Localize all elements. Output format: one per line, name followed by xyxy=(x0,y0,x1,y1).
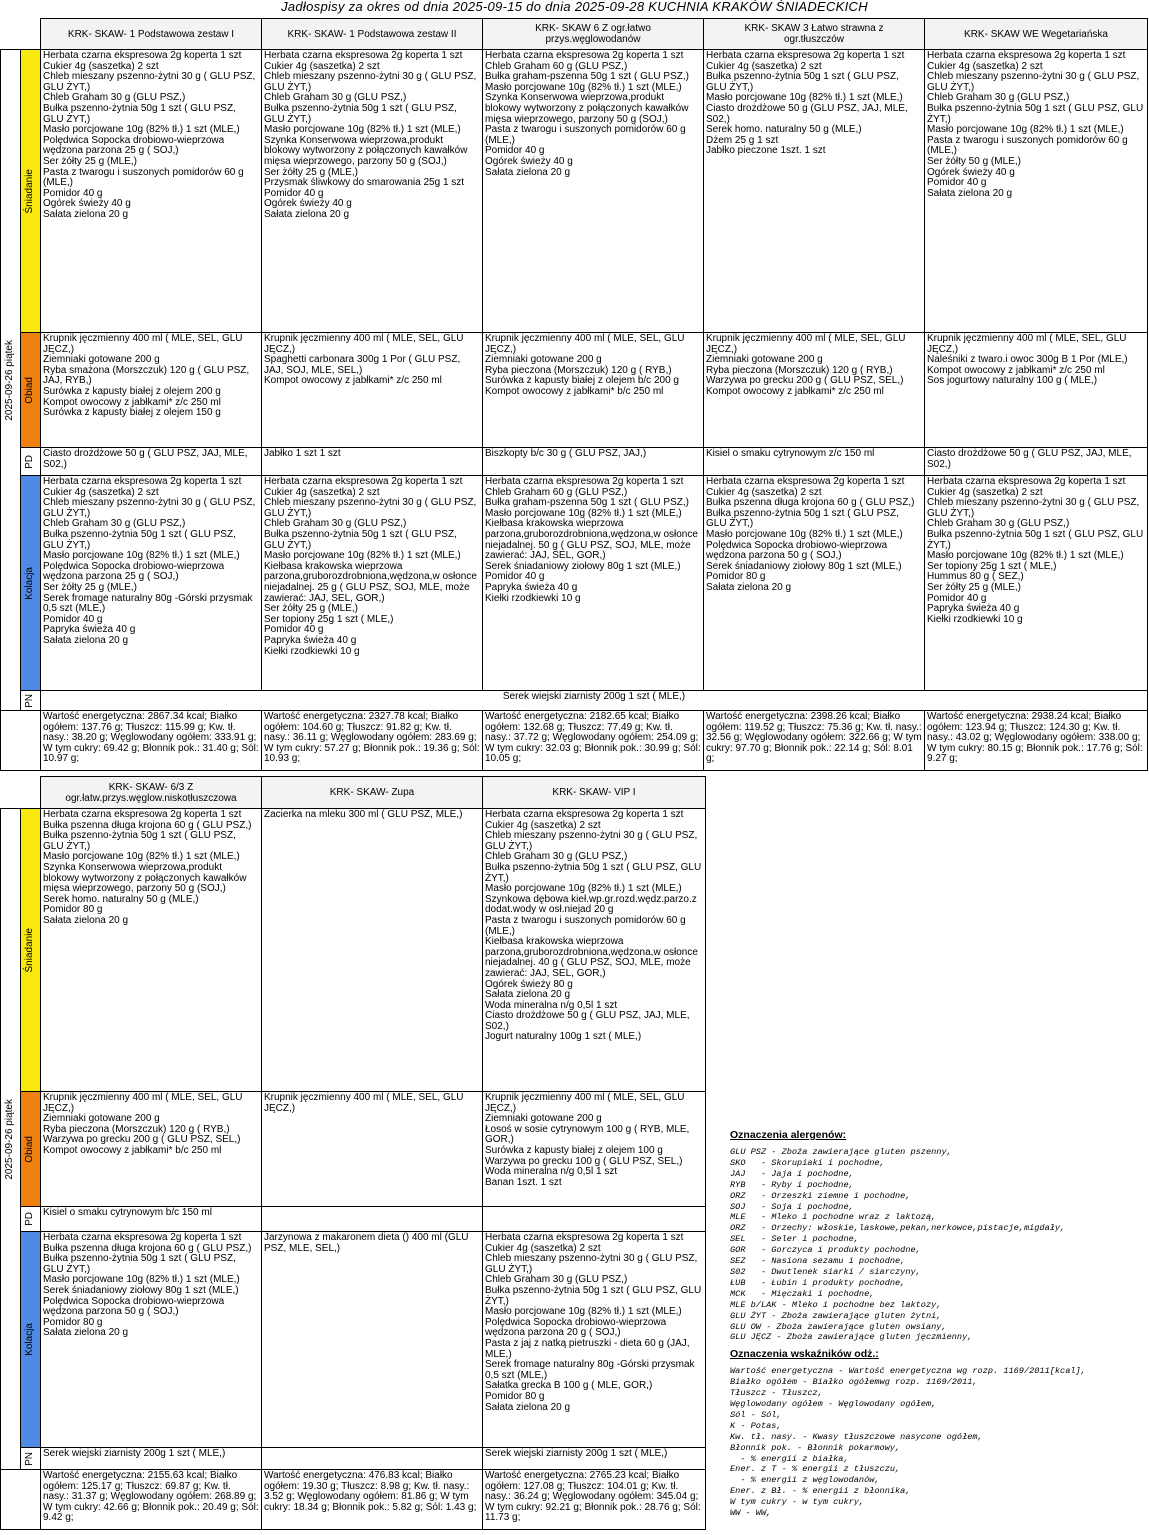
diet-header: KRK- SKAW 6 Z ogr.łatwo przys.węglowodanów xyxy=(483,19,704,50)
menu-cell: Krupnik jęczmienny 400 ml ( MLE, SEL, GLU JĘCZ,) Ziemniaki gotowane 200 g Ryba pieczona (Morszczuk) 120 g ( RYB,) Warzywa po grecku 200 g ( GLU PSZ, SEL,) Kompot owocowy z jabłkami* z/c 250 ml xyxy=(704,333,925,448)
meal-label-obiad: Obiad xyxy=(21,1092,41,1207)
meal-row-sniadanie xyxy=(1,50,1148,333)
indicators-list: Wartość energetyczna - Wartość energetyczna wg rozp. 1169/2011[kcal], Białko ogółem - Białko ogółemwg rozp. 1169/2011, Tłuszcz - Tłuszcz, Węglowodany ogółem - Węglowodany ogółem, Sól - Sól, K - Potas, Kw. tł. nasy. - Kwasy tłuszczowe nasycone ogółem, Błonnik pok. - Błonnik pokarmowy, - % energii z białka, Ener. z T - % energii z tłuszczu, - % energii z węglowodanów, Ener. z Bł. - % energii z błonnika, W tym cukry - w tym cukry, WW - WW, xyxy=(730,1366,1086,1519)
meal-label-pd: PD xyxy=(21,1207,41,1232)
menu-cell: Herbata czarna ekspresowa 2g koperta 1 szt Cukier 4g (saszetka) 2 szt Bułka pszenna długa krojona 60 g ( GLU PSZ,) Bułka pszenno-żytnia 50g 1 szt ( GLU PSZ, GLU ŻYT,) Masło porcjowane 10g (82% tł.) 1 szt (MLE,) Polędwica Sopocka drobiowo-wieprzowa wędzona parzona 50 g ( SOJ,) Serek śniadaniowy ziołowy 80g 1 szt (MLE,) Pomidor 80 g Sałata zielona 20 g xyxy=(704,476,925,691)
menu-cell: Herbata czarna ekspresowa 2g koperta 1 szt Cukier 4g (saszetka) 2 szt Chleb mieszany pszenno-żytni 30 g ( GLU PSZ, GLU ŻYT,) Chleb Graham 30 g (GLU PSZ,) Bułka pszenno-żytnia 50g 1 szt ( GLU PSZ, GLU ŻYT,) Masło porcjowane 10g (82% tł.) 1 szt (MLE,) Polędwica Sopocka drobiowo-wieprzowa wędzona parzona 25 g ( SOJ,) Ser żółty 25 g (MLE,) Serek fromage naturalny 80g -Górski przysmak 0,5 szt (MLE,) Pomidor 40 g Papryka świeża 40 g Sałata zielona 20 g xyxy=(41,476,262,691)
menu-cell xyxy=(483,1207,706,1232)
menu-cell: Herbata czarna ekspresowa 2g koperta 1 szt Cukier 4g (saszetka) 2 szt Chleb mieszany pszenno-żytni 30 g ( GLU PSZ, GLU ŻYT,) Chleb Graham 30 g (GLU PSZ,) Bułka pszenno-żytnia 50g 1 szt ( GLU PSZ, GLU ŻYT,) Masło porcjowane 10g (82% tł.) 1 szt (MLE,) Polędwica Sopocka drobiowo-wieprzowa wędzona parzona 25 g ( SOJ,) Ser żółty 25 g (MLE,) Pasta z twarogu i suszonych pomidorów 60 g (MLE,) Pomidor 40 g Ogórek świeży 40 g Sałata zielona 20 g xyxy=(41,50,262,333)
menu-cell: Herbata czarna ekspresowa 2g koperta 1 szt Bułka pszenna długa krojona 60 g ( GLU PSZ,) Bułka pszenno-żytnia 50g 1 szt ( GLU PSZ, GLU ŻYT,) Masło porcjowane 10g (82% tł.) 1 szt (MLE,) Serek śniadaniowy ziołowy 80g 1 szt (MLE,) Polędwica Sopocka drobiowo-wieprzowa wędzona parzona 50 g ( SOJ,) Pomidor 80 g Sałata zielona 20 g xyxy=(41,1232,262,1448)
header-row xyxy=(1,19,1148,50)
nutrition-summary: Wartość energetyczna: 2765.23 kcal; Białko ogółem: 127.08 g; Tłuszcz: 104.01 g; Kw. tł. nasy.: 36.24 g; Węglowodany ogółem: 345.04 g; W tym cukry: 92.21 g; Błonnik pok.: 28.76 g; Sól: 11.73 g; xyxy=(483,1470,706,1530)
menu-cell-pn: Serek wiejski ziarnisty 200g 1 szt ( MLE,) xyxy=(41,691,1148,711)
menu-cell xyxy=(262,1448,483,1470)
allergens-title: Oznaczenia alergenów: xyxy=(730,1129,847,1141)
menu-cell: Krupnik jęczmienny 400 ml ( MLE, SEL, GLU JĘCZ,) Spaghetti carbonara 300g 1 Por ( GLU PSZ, JAJ, SOJ, MLE, SEL,) Kompot owocowy z jabłkami* z/c 250 ml xyxy=(262,333,483,448)
header-row xyxy=(1,777,706,809)
menu-cell: Jarzynowa z makaronem dieta () 400 ml (GLU PSZ, MLE, SEL,) xyxy=(262,1232,483,1448)
meal-row-pn xyxy=(1,691,1148,711)
menu-cell: Krupnik jęczmienny 400 ml ( MLE, SEL, GLU JĘCZ,) Ziemniaki gotowane 200 g Łosoś w sosie cytrynowym 100 g ( RYB, MLE, GOR,) Surówka z kapusty białej z olejem 100 g Warzywa po grecku 100 g ( GLU PSZ, SEL,) Woda mineralna n/g 0,5l 1 szt Banan 1szt. 1 szt xyxy=(483,1092,706,1207)
allergens-list: GLU PSZ - Zboża zawierające gluten pszenny, SKO - Skorupiaki i pochodne, JAJ - Jaja i pochodne, RYB - Ryby i pochodne, ORZ - Orzeszki ziemne i pochodne, SOJ - Soja i pochodne, MLE - Mleko i pochodne wraz z laktozą, ORZ - Orzechy: włoskie,laskowe,pekan,nerkowce,pistacje,migdały, SEL - Seler i pochodne, GOR - Gorczyca i produkty pochodne, SEZ - Nasiona sezamu i pochodne, S02 - Dwutlenek siarki / siarczyny, ŁUB - Łubin i produkty pochodne, MCK - Mięczaki i pochodne, MLE b/LAK - Mleko i pochodne bez laktozy, GLU ŻYT - Zboża zawierające gluten żytni, GLU OW - Zboża zawierające gluten owsiany, GLU JĘCZ - Zboża zawierające gluten jęczmienny, xyxy=(730,1147,1066,1343)
nutrition-summary: Wartość energetyczna: 476.83 kcal; Białko ogółem: 19.30 g; Tłuszcz: 8.98 g; Kw. tł. nasy.: 3.52 g; Węglowodany ogółem: 81.86 g; W tym cukry: 18.34 g; Błonnik pok.: 5.82 g; Sól: 1.43 g; xyxy=(262,1470,483,1530)
menu-cell: Herbata czarna ekspresowa 2g koperta 1 szt Cukier 4g (saszetka) 2 szt Chleb mieszany pszenno-żytni 30 g ( GLU PSZ, GLU ŻYT,) Chleb Graham 30 g (GLU PSZ,) Bułka pszenno-żytnia 50g 1 szt ( GLU PSZ, GLU ŻYT,) Masło porcjowane 10g (82% tł.) 1 szt (MLE,) Szynkowa dębowa kieł.wp.gr.rozd.wędz.parzo.z dodat.wody w osł.niejad 20 g Pasta z twarogu i suszonych pomidorów 60 g (MLE,) Kiełbasa krakowska wieprzowa parzona,gruborozdrobniona,wędzona,w osłonce niejadalnej. 40 g ( GLU PSZ, SOJ, MLE, może zawierać: JAJ, SEL, GOR,) Ogórek świeży 80 g Sałata zielona 20 g Woda mineralna n/g 0,5l 1 szt Ciasto drożdżowe 50 g ( GLU PSZ, JAJ, MLE, S02,) Jogurt naturalny 100g 1 szt ( MLE,) xyxy=(483,809,706,1092)
menu-cell: Herbata czarna ekspresowa 2g koperta 1 szt Cukier 4g (saszetka) 2 szt Chleb mieszany pszenno-żytni 30 g ( GLU PSZ, GLU ŻYT,) Chleb Graham 30 g (GLU PSZ,) Bułka pszenno-żytnia 50g 1 szt ( GLU PSZ, GLU ŻYT,) Masło porcjowane 10g (82% tł.) 1 szt (MLE,) Pasta z twarogu i suszonych pomidorów 60 g (MLE,) Ser żółty 50 g (MLE,) Ogórek świeży 40 g Pomidor 40 g Sałata zielona 20 g xyxy=(925,50,1148,333)
meal-label-pn: PN xyxy=(21,1448,41,1470)
diet-table-2 xyxy=(0,776,706,1530)
meal-label-kolacja: Kolacja xyxy=(21,476,41,691)
meal-label-pd: PD xyxy=(21,448,41,476)
menu-cell: Herbata czarna ekspresowa 2g koperta 1 szt Chleb Graham 60 g (GLU PSZ,) Bułka graham-pszenna 50g 1 szt ( GLU PSZ,) Masło porcjowane 10g (82% tł.) 1 szt (MLE,) Szynka Konserwowa wieprzowa,produkt blokowy wytworzony z połączonych kawałków mięsa wieprzowego, parzony 50 g (SOJ,) Pasta z twarogu i suszonych pomidorów 60 g (MLE,) Pomidor 40 g Ogórek świeży 40 g Sałata zielona 20 g xyxy=(483,50,704,333)
menu-cell: Ciasto drożdżowe 50 g ( GLU PSZ, JAJ, MLE, S02,) xyxy=(41,448,262,476)
meal-label-kolacja: Kolacja xyxy=(21,1232,41,1448)
meal-label-pn: PN xyxy=(21,691,41,711)
meal-label-sniadanie: Śniadanie xyxy=(21,809,41,1092)
diet-header: KRK- SKAW- 6/3 Z ogr.łatw.przys.węglow.niskotłuszczowa xyxy=(41,777,262,809)
menu-cell: Herbata czarna ekspresowa 2g koperta 1 szt Cukier 4g (saszetka) 2 szt Chleb mieszany pszenno-żytni 30 g ( GLU PSZ, GLU ŻYT,) Chleb Graham 30 g (GLU PSZ,) Bułka pszenno-żytnia 50g 1 szt ( GLU PSZ, GLU ŻYT,) Masło porcjowane 10g (82% tł.) 1 szt (MLE,) Kiełbasa krakowska wieprzowa parzona,gruborozdrobniona,wędzona,w osłonce niejadalnej. 25 g ( GLU PSZ, SOJ, MLE, może zawierać: JAJ, SEL, GOR,) Ser żółty 25 g (MLE,) Ser topiony 25g 1 szt ( MLE,) Pomidor 40 g Papryka świeża 40 g Kiełki rzodkiewki 10 g xyxy=(262,476,483,691)
date-cell xyxy=(1,809,21,1470)
summary-row xyxy=(1,711,1148,771)
menu-cell: Serek wiejski ziarnisty 200g 1 szt ( MLE,) xyxy=(483,1448,706,1470)
meal-row-obiad xyxy=(1,333,1148,448)
menu-cell: Serek wiejski ziarnisty 200g 1 szt ( MLE,) xyxy=(41,1448,262,1470)
menu-cell: Jabłko 1 szt 1 szt xyxy=(262,448,483,476)
menu-cell: Herbata czarna ekspresowa 2g koperta 1 szt Cukier 4g (saszetka) 2 szt Chleb mieszany pszenno-żytni 30 g ( GLU PSZ, GLU ŻYT,) Chleb Graham 30 g (GLU PSZ,) Bułka pszenno-żytnia 50g 1 szt ( GLU PSZ, GLU ŻYT,) Masło porcjowane 10g (82% tł.) 1 szt (MLE,) Polędwica Sopocka drobiowo-wieprzowa wędzona parzona 20 g ( SOJ,) Pasta z jaj z natką pietruszki - dieta 60 g (JAJ, MLE,) Serek fromage naturalny 80g -Górski przysmak 0,5 szt (MLE,) Sałatka grecka B 100 g ( MLE, GOR,) Pomidor 80 g Sałata zielona 20 g xyxy=(483,1232,706,1448)
meal-row-pn xyxy=(1,1448,706,1470)
menu-cell: Herbata czarna ekspresowa 2g koperta 1 szt Cukier 4g (saszetka) 2 szt Bułka pszenno-żytnia 50g 1 szt ( GLU PSZ, GLU ŻYT,) Masło porcjowane 10g (82% tł.) 1 szt (MLE,) Ciasto drożdżowe 50 g (GLU PSZ, JAJ, MLE, S02,) Serek homo. naturalny 50 g (MLE,) Dżem 25 g 1 szt Jabłko pieczone 1szt. 1 szt xyxy=(704,50,925,333)
meal-label-sniadanie: Śniadanie xyxy=(21,50,41,333)
meal-row-sniadanie xyxy=(1,809,706,1092)
menu-cell: Krupnik jęczmienny 400 ml ( MLE, SEL, GLU JĘCZ,) Naleśniki z twaro.i owoc 300g B 1 Por (MLE,) Kompot owocowy z jabłkami* z/c 250 ml Sos jogurtowy naturalny 100 g ( MLE,) xyxy=(925,333,1148,448)
legend xyxy=(730,1130,1145,1525)
menu-cell: Herbata czarna ekspresowa 2g koperta 1 szt Chleb Graham 60 g (GLU PSZ,) Bułka graham-pszenna 50g 1 szt ( GLU PSZ,) Masło porcjowane 10g (82% tł.) 1 szt (MLE,) Kiełbasa krakowska wieprzowa parzona,gruborozdrobniona,wędzona,w osłonce niejadalnej. 50 g ( GLU PSZ, SOJ, MLE, może zawierać: JAJ, SEL, GOR,) Serek śniadaniowy ziołowy 80g 1 szt (MLE,) Pomidor 40 g Papryka świeża 40 g Kiełki rzodkiewki 10 g xyxy=(483,476,704,691)
menu-cell: Biszkopty b/c 30 g ( GLU PSZ, JAJ,) xyxy=(483,448,704,476)
meal-row-kolacja xyxy=(1,476,1148,691)
diet-header: KRK- SKAW- Zupa xyxy=(262,777,483,809)
nutrition-summary: Wartość energetyczna: 2182.65 kcal; Białko ogółem: 132.68 g; Tłuszcz: 77.49 g; Kw. tł. nasy.: 37.72 g; Węglowodany ogółem: 254.09 g; W tym cukry: 32.03 g; Błonnik pok.: 30.99 g; Sól: 10.05 g; xyxy=(483,711,704,771)
diet-header: KRK- SKAW- VIP I xyxy=(483,777,706,809)
diet-header: KRK- SKAW WE Wegetariańska xyxy=(925,19,1148,50)
menu-cell: Krupnik jęczmienny 400 ml ( MLE, SEL, GLU JĘCZ,) Ziemniaki gotowane 200 g Ryba pieczona (Morszczuk) 120 g ( RYB,) Warzywa po grecku 200 g ( GLU PSZ, SEL,) Kompot owocowy z jabłkami* b/c 250 ml xyxy=(41,1092,262,1207)
diet-header: KRK- SKAW- 1 Podstawowa zestaw II xyxy=(262,19,483,50)
menu-cell: Krupnik jęczmienny 400 ml ( MLE, SEL, GLU JĘCZ,) Ziemniaki gotowane 200 g Ryba pieczona (Morszczuk) 120 g ( RYB,) Surówka z kapusty białej z olejem b/c 200 g Kompot owocowy z jabłkami* b/c 250 ml xyxy=(483,333,704,448)
nutrition-summary: Wartość energetyczna: 2938.24 kcal; Białko ogółem: 123.94 g; Tłuszcz: 124.30 g; Kw. tł. nasy.: 43.02 g; Węglowodany ogółem: 338.00 g; W tym cukry: 80.15 g; Błonnik pok.: 17.76 g; Sól: 9.27 g; xyxy=(925,711,1148,771)
nutrition-summary: Wartość energetyczna: 2327.78 kcal; Białko ogółem: 104.60 g; Tłuszcz: 91.82 g; Kw. tł. nasy.: 36.11 g; Węglowodany ogółem: 283.69 g; W tym cukry: 57.27 g; Błonnik pok.: 19.36 g; Sól: 10.93 g; xyxy=(262,711,483,771)
nutrition-summary: Wartość energetyczna: 2867.34 kcal; Białko ogółem: 137.76 g; Tłuszcz: 115.99 g; Kw. tł. nasy.: 38.20 g; Węglowodany ogółem: 333.91 g; W tym cukry: 69.42 g; Błonnik pok.: 31.40 g; Sól: 10.97 g; xyxy=(41,711,262,771)
menu-cell xyxy=(262,1207,483,1232)
date-cell xyxy=(1,50,21,711)
date-label: 2025-09-26 piątek xyxy=(4,339,16,421)
page-title: Jadłospisy za okres od dnia 2025-09-15 do dnia 2025-09-28 KUCHNIA KRAKÓW ŚNIADECKICH xyxy=(281,0,868,14)
menu-cell: Herbata czarna ekspresowa 2g koperta 1 szt Cukier 4g (saszetka) 2 szt Chleb mieszany pszenno-żytni 30 g ( GLU PSZ, GLU ŻYT,) Chleb Graham 30 g (GLU PSZ,) Bułka pszenno-żytnia 50g 1 szt ( GLU PSZ, GLU ŻYT,) Masło porcjowane 10g (82% tł.) 1 szt (MLE,) Szynka Konserwowa wieprzowa,produkt blokowy wytworzony z połączonych kawałków mięsa wieprzowego, parzony 50 g (SOJ,) Ser żółty 25 g (MLE,) Przysmak śliwkowy do smarowania 25g 1 szt Pomidor 40 g Ogórek świeży 40 g Sałata zielona 20 g xyxy=(262,50,483,333)
meal-row-obiad xyxy=(1,1092,706,1207)
indicators-title: Oznaczenia wskaźników odż.: xyxy=(730,1348,879,1361)
menu-cell: Krupnik jęczmienny 400 ml ( MLE, SEL, GLU JĘCZ,) xyxy=(262,1092,483,1207)
nutrition-summary: Wartość energetyczna: 2398.26 kcal; Białko ogółem: 119.52 g; Tłuszcz: 75.36 g; Kw. tł. nasy.: 32.56 g; Węglowodany ogółem: 322.66 g; W tym cukry: 97.70 g; Błonnik pok.: 22.14 g; Sól: 8.01 g; xyxy=(704,711,925,771)
meal-row-pd xyxy=(1,1207,706,1232)
meal-row-kolacja xyxy=(1,1232,706,1448)
date-label: 2025-09-26 piątek xyxy=(4,1098,16,1180)
diet-header: KRK- SKAW 3 Łatwo strawna z ogr.tłuszczów xyxy=(704,19,925,50)
diet-header: KRK- SKAW- 1 Podstawowa zestaw I xyxy=(41,19,262,50)
meal-label-obiad: Obiad xyxy=(21,333,41,448)
menu-cell: Zacierka na mleku 300 ml ( GLU PSZ, MLE,) xyxy=(262,809,483,1092)
menu-cell: Herbata czarna ekspresowa 2g koperta 1 szt Bułka pszenna długa krojona 60 g ( GLU PSZ,) Bułka pszenno-żytnia 50g 1 szt ( GLU PSZ, GLU ŻYT,) Masło porcjowane 10g (82% tł.) 1 szt (MLE,) Szynka Konserwowa wieprzowa,produkt blokowy wytworzony z połączonych kawałków mięsa wieprzowego, parzony 50 g (SOJ,) Serek homo. naturalny 50 g (MLE,) Pomidor 80 g Sałata zielona 20 g xyxy=(41,809,262,1092)
summary-row xyxy=(1,1470,706,1530)
nutrition-summary: Wartość energetyczna: 2155.63 kcal; Białko ogółem: 125.17 g; Tłuszcz: 69.87 g; Kw. tł. nasy.: 31.37 g; Węglowodany ogółem: 268.89 g; W tym cukry: 42.66 g; Błonnik pok.: 20.49 g; Sól: 9.42 g; xyxy=(41,1470,262,1530)
meal-row-pd xyxy=(1,448,1148,476)
menu-cell: Kisiel o smaku cytrynowym z/c 150 ml xyxy=(704,448,925,476)
menu-cell: Kisiel o smaku cytrynowym b/c 150 ml xyxy=(41,1207,262,1232)
menu-cell: Krupnik jęczmienny 400 ml ( MLE, SEL, GLU JĘCZ,) Ziemniaki gotowane 200 g Ryba smażona (Morszczuk) 120 g ( GLU PSZ, JAJ, RYB,) Surówka z kapusty białej z olejem 200 g Kompot owocowy z jabłkami* z/c 250 ml Surówka z kapusty białej z olejem 150 g xyxy=(41,333,262,448)
diet-table-1 xyxy=(0,18,1148,771)
menu-cell: Ciasto drożdżowe 50 g ( GLU PSZ, JAJ, MLE, S02,) xyxy=(925,448,1148,476)
menu-cell: Herbata czarna ekspresowa 2g koperta 1 szt Cukier 4g (saszetka) 2 szt Chleb mieszany pszenno-żytni 30 g ( GLU PSZ, GLU ŻYT,) Chleb Graham 30 g (GLU PSZ,) Bułka pszenno-żytnia 50g 1 szt ( GLU PSZ, GLU ŻYT,) Masło porcjowane 10g (82% tł.) 1 szt (MLE,) Ser topiony 25g 1 szt ( MLE,) Hummus 80 g ( SEZ,) Ser żółty 25 g (MLE,) Pomidor 40 g Papryka świeża 40 g Kiełki rzodkiewki 10 g xyxy=(925,476,1148,691)
